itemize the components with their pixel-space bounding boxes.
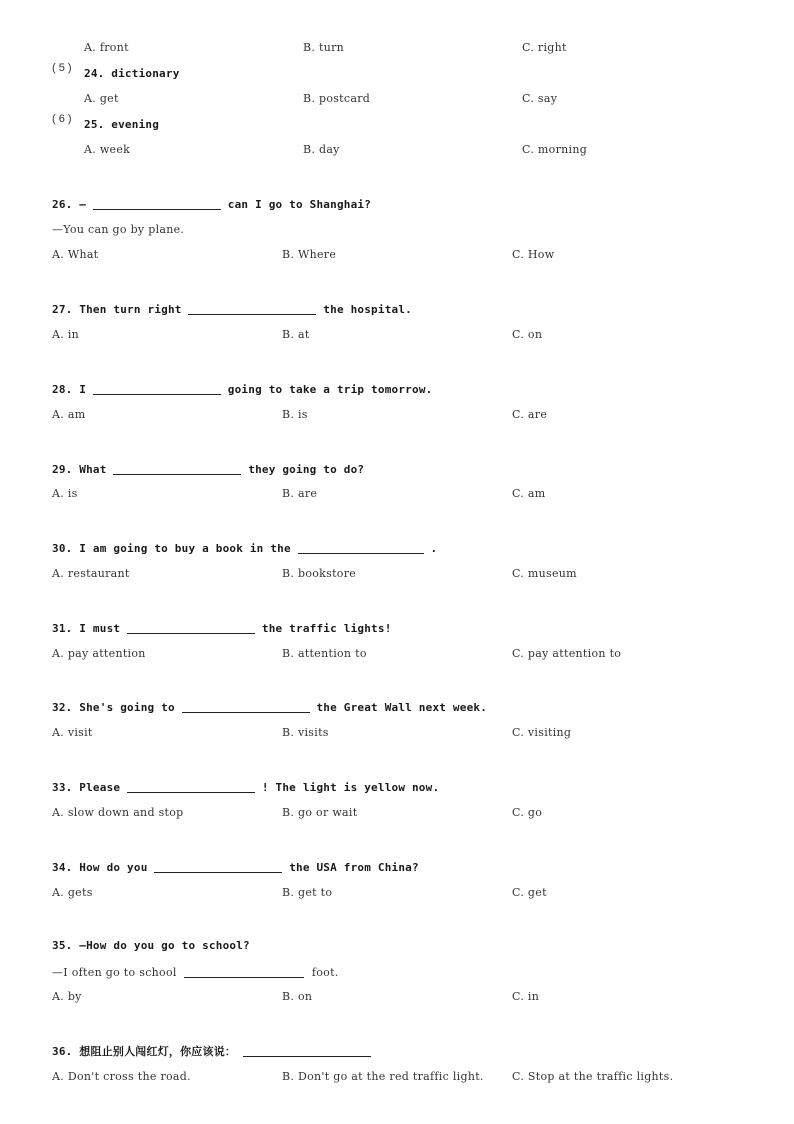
answer-blank[interactable] — [184, 965, 304, 978]
option-a[interactable]: A. in — [52, 328, 80, 341]
answer-blank[interactable] — [182, 700, 310, 713]
question-stem-end: the Great Wall next week. — [316, 701, 488, 714]
question-34 — [52, 860, 419, 875]
option-b[interactable]: B. Where — [282, 248, 337, 261]
question-stem-start: 26. — — [52, 198, 87, 211]
option-c[interactable]: C. pay attention to — [512, 647, 622, 660]
option-a[interactable]: A. by — [52, 990, 82, 1003]
option-a[interactable]: A. gets — [52, 886, 93, 899]
answer-blank[interactable] — [113, 462, 241, 475]
option-b[interactable]: B. day — [303, 143, 340, 156]
option-b[interactable]: B. attention to — [282, 647, 367, 660]
option-c[interactable]: C. visiting — [512, 726, 572, 739]
question-stem-end: they going to do? — [248, 463, 365, 476]
option-c[interactable]: C. are — [512, 408, 548, 421]
option-a[interactable]: A. Don't cross the road. — [52, 1070, 191, 1083]
option-c[interactable]: C. right — [522, 41, 567, 54]
question-stem-start: 29. What — [52, 463, 107, 476]
option-c[interactable]: C. museum — [512, 567, 577, 580]
question-26 — [52, 197, 371, 212]
option-b[interactable]: B. turn — [303, 41, 345, 54]
option-a[interactable]: A. get — [84, 92, 119, 105]
option-c[interactable]: C. morning — [522, 143, 588, 156]
option-a[interactable]: A. visit — [52, 726, 93, 739]
option-a[interactable]: A. What — [52, 248, 99, 261]
question-33 — [52, 780, 439, 795]
question-stem-start: 36. 想阻止别人闯红灯，你应该说： — [52, 1045, 237, 1058]
question-stem-start: 30. I am going to buy a book in the — [52, 542, 291, 555]
answer-blank[interactable] — [298, 541, 424, 554]
option-b[interactable]: B. Don't go at the red traffic light. — [282, 1070, 484, 1083]
option-b[interactable]: B. visits — [282, 726, 329, 739]
dialogue-answer: —You can go by plane. — [52, 223, 185, 236]
question-24: 24. dictionary — [84, 67, 180, 80]
question-31 — [52, 621, 392, 636]
option-b[interactable]: B. are — [282, 487, 318, 500]
option-b[interactable]: B. get to — [282, 886, 333, 899]
option-a[interactable]: A. slow down and stop — [52, 806, 184, 819]
question-stem-start: 27. Then turn right — [52, 303, 182, 316]
option-b[interactable]: B. postcard — [303, 92, 371, 105]
question-stem-start: —I often go to school — [52, 966, 177, 979]
question-stem-start: 32. She's going to — [52, 701, 175, 714]
answer-blank[interactable] — [93, 197, 221, 210]
option-b[interactable]: B. at — [282, 328, 310, 341]
question-25: 25. evening — [84, 118, 160, 131]
option-c[interactable]: C. Stop at the traffic lights. — [512, 1070, 674, 1083]
question-number-label: ( 5 ) — [52, 62, 72, 74]
question-stem-end: can I go to Shanghai? — [227, 198, 372, 211]
option-c[interactable]: C. on — [512, 328, 543, 341]
option-a[interactable]: A. am — [52, 408, 86, 421]
answer-blank[interactable] — [127, 621, 255, 634]
option-c[interactable]: C. am — [512, 487, 546, 500]
question-stem-end: the hospital. — [323, 303, 412, 316]
option-a[interactable]: A. restaurant — [52, 567, 130, 580]
option-c[interactable]: C. go — [512, 806, 543, 819]
question-stem-end: going to take a trip tomorrow. — [227, 383, 433, 396]
question-35: 35. —How do you go to school? — [52, 939, 250, 952]
question-stem-start: 33. Please — [52, 781, 121, 794]
answer-blank[interactable] — [243, 1044, 371, 1057]
option-a[interactable]: A. week — [84, 143, 131, 156]
option-b[interactable]: B. bookstore — [282, 567, 357, 580]
dialogue-answer — [52, 965, 339, 980]
question-stem-end: ! The light is yellow now. — [261, 781, 440, 794]
question-stem-end: the USA from China? — [289, 861, 419, 874]
option-a[interactable]: A. pay attention — [52, 647, 146, 660]
question-stem-start: 31. I must — [52, 622, 121, 635]
option-c[interactable]: C. say — [522, 92, 558, 105]
option-a[interactable]: A. front — [84, 41, 129, 54]
option-b[interactable]: B. go or wait — [282, 806, 358, 819]
answer-blank[interactable] — [154, 860, 282, 873]
question-30 — [52, 541, 437, 556]
answer-blank[interactable] — [127, 780, 255, 793]
question-36 — [52, 1044, 371, 1059]
question-27 — [52, 302, 412, 317]
question-stem-end: foot. — [311, 966, 339, 979]
question-stem-start: 28. I — [52, 383, 87, 396]
answer-blank[interactable] — [93, 382, 221, 395]
option-c[interactable]: C. in — [512, 990, 540, 1003]
option-c[interactable]: C. How — [512, 248, 555, 261]
question-32 — [52, 700, 487, 715]
option-c[interactable]: C. get — [512, 886, 547, 899]
answer-blank[interactable] — [188, 302, 316, 315]
option-b[interactable]: B. is — [282, 408, 308, 421]
option-a[interactable]: A. is — [52, 487, 78, 500]
question-28 — [52, 382, 432, 397]
question-stem-end: . — [430, 542, 438, 555]
option-b[interactable]: B. on — [282, 990, 313, 1003]
question-29 — [52, 462, 364, 477]
question-stem-end: the traffic lights! — [261, 622, 392, 635]
question-stem-start: 34. How do you — [52, 861, 148, 874]
question-number-label: ( 6 ) — [52, 113, 72, 125]
